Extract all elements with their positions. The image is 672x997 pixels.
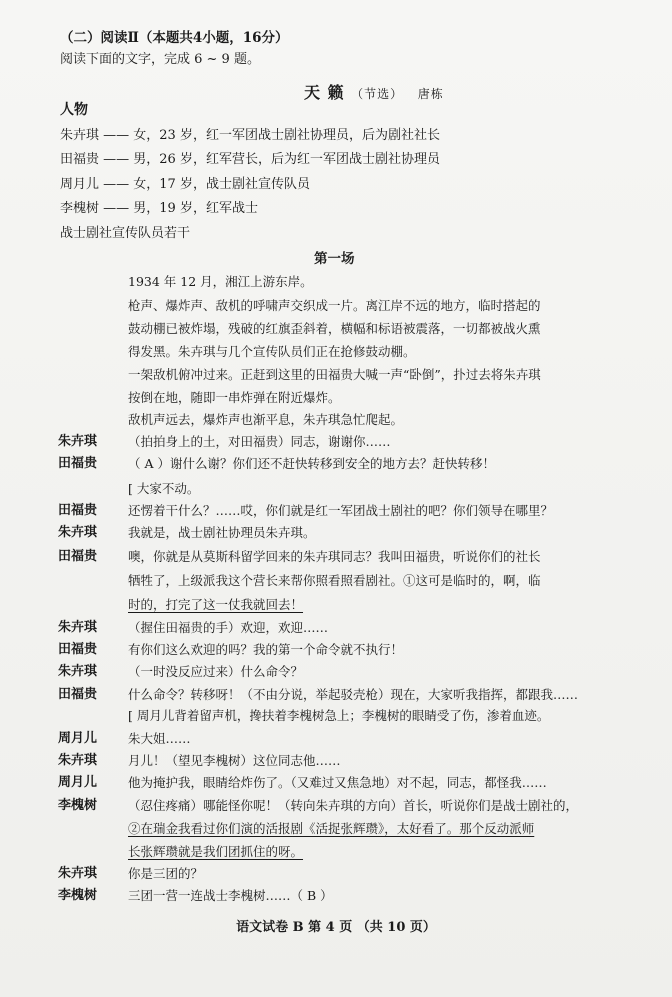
scene-title: 第一场 bbox=[314, 251, 355, 267]
stage-direction: 一架敌机俯冲过来。正赶到这里的田福贵大喊一声“卧倒”，扑过去将朱卉琪 bbox=[128, 367, 541, 382]
dialogue-line: 朱大姐…… bbox=[128, 731, 191, 746]
stage-direction: 敌机声远去，爆炸声也渐平息，朱卉琪急忙爬起。 bbox=[128, 412, 404, 427]
character-entry: 李槐树 —— 男，19 岁，红军战士 bbox=[60, 201, 258, 216]
play-title-block bbox=[304, 80, 444, 103]
speaker-label: 朱卉琪 bbox=[58, 664, 98, 679]
characters-heading: 人物 bbox=[60, 102, 88, 118]
speaker-label: 周月儿 bbox=[58, 775, 98, 790]
speaker-label: 朱卉琪 bbox=[58, 753, 98, 768]
speaker-label: 李槐树 bbox=[58, 888, 98, 903]
speaker-label: 朱卉琪 bbox=[58, 866, 98, 881]
dialogue-text: 牺牲了，上级派我这个营长来帮你照看照看剧社。①这可是临时的，啊，临 bbox=[128, 573, 541, 588]
speaker-label: 朱卉琪 bbox=[58, 620, 98, 635]
character-entry: 田福贵 —— 男，26 岁，红军营长，后为红一军团战士剧社协理员 bbox=[60, 152, 440, 167]
speaker-label: 田福贵 bbox=[58, 642, 98, 657]
section-instruction: 阅读下面的文字，完成 6 ~ 9 题。 bbox=[60, 52, 260, 67]
play-excerpt-note: （节选） bbox=[351, 87, 404, 101]
speaker-label: 田福贵 bbox=[58, 456, 98, 471]
play-title: 天 籁 bbox=[304, 83, 345, 102]
stage-direction: 按倒在地，随即一串炸弹在附近爆炸。 bbox=[128, 390, 341, 405]
dialogue-line: 什么命令？转移呀！（不由分说，举起驳壳枪）现在，大家听我指挥，都跟我…… bbox=[128, 687, 579, 702]
speaker-label: 朱卉琪 bbox=[58, 525, 98, 540]
dialogue-line: 月儿！（望见李槐树）这位同志他…… bbox=[128, 753, 341, 768]
speaker-label: 朱卉琪 bbox=[58, 434, 98, 449]
character-entry: 周月儿 —— 女，17 岁，战士剧社宣传队员 bbox=[60, 177, 310, 192]
play-author: 唐栋 bbox=[417, 87, 444, 101]
dialogue-line: 三团一营一连战士李槐树……（ B ） bbox=[128, 888, 333, 903]
speaker-label: 周月儿 bbox=[58, 731, 98, 746]
dialogue-line: 噢，你就是从莫斯科留学回来的朱卉琪同志？我叫田福贵，听说你们的社长 bbox=[128, 549, 541, 564]
dialogue-line: （忍住疼痛）哪能怪你呢！（转向朱卉琪的方向）首长，听说你们是战士剧社的， bbox=[128, 798, 579, 813]
speaker-label: 田福贵 bbox=[58, 687, 98, 702]
underlined-sentence-2-cont: 长张辉瓒就是我们团抓住的呀。 bbox=[128, 844, 304, 859]
speaker-label: 田福贵 bbox=[58, 549, 98, 564]
stage-direction-inline: [ 大家不动。 bbox=[128, 481, 200, 496]
underlined-sentence-2: ②在瑞金我看过你们演的活报剧《活捉张辉瓒》，太好看了。那个反动派师 bbox=[128, 821, 535, 836]
dialogue-line: 还愣着干什么？……哎，你们就是红一军团战士剧社的吧？你们领导在哪里？ bbox=[128, 503, 554, 518]
dialogue-line: 我就是，战士剧社协理员朱卉琪。 bbox=[128, 525, 316, 540]
character-entry: 战士剧社宣传队员若干 bbox=[60, 226, 191, 241]
stage-direction-inline: [ 周月儿背着留声机，搀扶着李槐树急上；李槐树的眼睛受了伤，渗着血迹。 bbox=[128, 708, 550, 723]
dialogue-line: （握住田福贵的手）欢迎，欢迎…… bbox=[128, 620, 329, 635]
character-entry: 朱卉琪 —— 女，23 岁，红一军团战士剧社协理员，后为剧社社长 bbox=[60, 128, 440, 143]
stage-direction: 得发黑。朱卉琪与几个宣传队员们正在抢修鼓动棚。 bbox=[128, 344, 416, 359]
dialogue-line: （一时没反应过来）什么命令？ bbox=[128, 664, 304, 679]
speaker-label: 田福贵 bbox=[58, 503, 98, 518]
underlined-sentence-1: 时的，打完了这一仗我就回去！ bbox=[128, 597, 304, 612]
dialogue-line: 有你们这么欢迎的吗？我的第一个命令就不执行！ bbox=[128, 642, 404, 657]
stage-direction: 枪声、爆炸声、敌机的呼啸声交织成一片。离江岸不远的地方，临时搭起的 bbox=[128, 298, 541, 313]
dialogue-line: （ A ）谢什么谢？你们还不赶快转移到安全的地方去？赶快转移！ bbox=[128, 456, 495, 471]
stage-direction: 1934 年 12 月，湘江上游东岸。 bbox=[128, 274, 313, 289]
dialogue-line bbox=[128, 573, 541, 589]
stage-direction: 鼓动棚已被炸塌，残破的红旗歪斜着，横幅和标语被震落，一切都被战火熏 bbox=[128, 321, 541, 336]
page-footer: 语文试卷 B 第 4 页 （共 10 页） bbox=[236, 920, 436, 935]
speaker-label: 李槐树 bbox=[58, 798, 98, 813]
section-heading: （二）阅读Ⅱ（本题共4小题，16分） bbox=[60, 30, 289, 46]
dialogue-line: 你是三团的？ bbox=[128, 866, 204, 881]
dialogue-line: （拍拍身上的土，对田福贵）同志，谢谢你…… bbox=[128, 434, 391, 449]
dialogue-line: 他为掩护我，眼睛给炸伤了。（又难过又焦急地）对不起，同志，都怪我…… bbox=[128, 775, 547, 790]
